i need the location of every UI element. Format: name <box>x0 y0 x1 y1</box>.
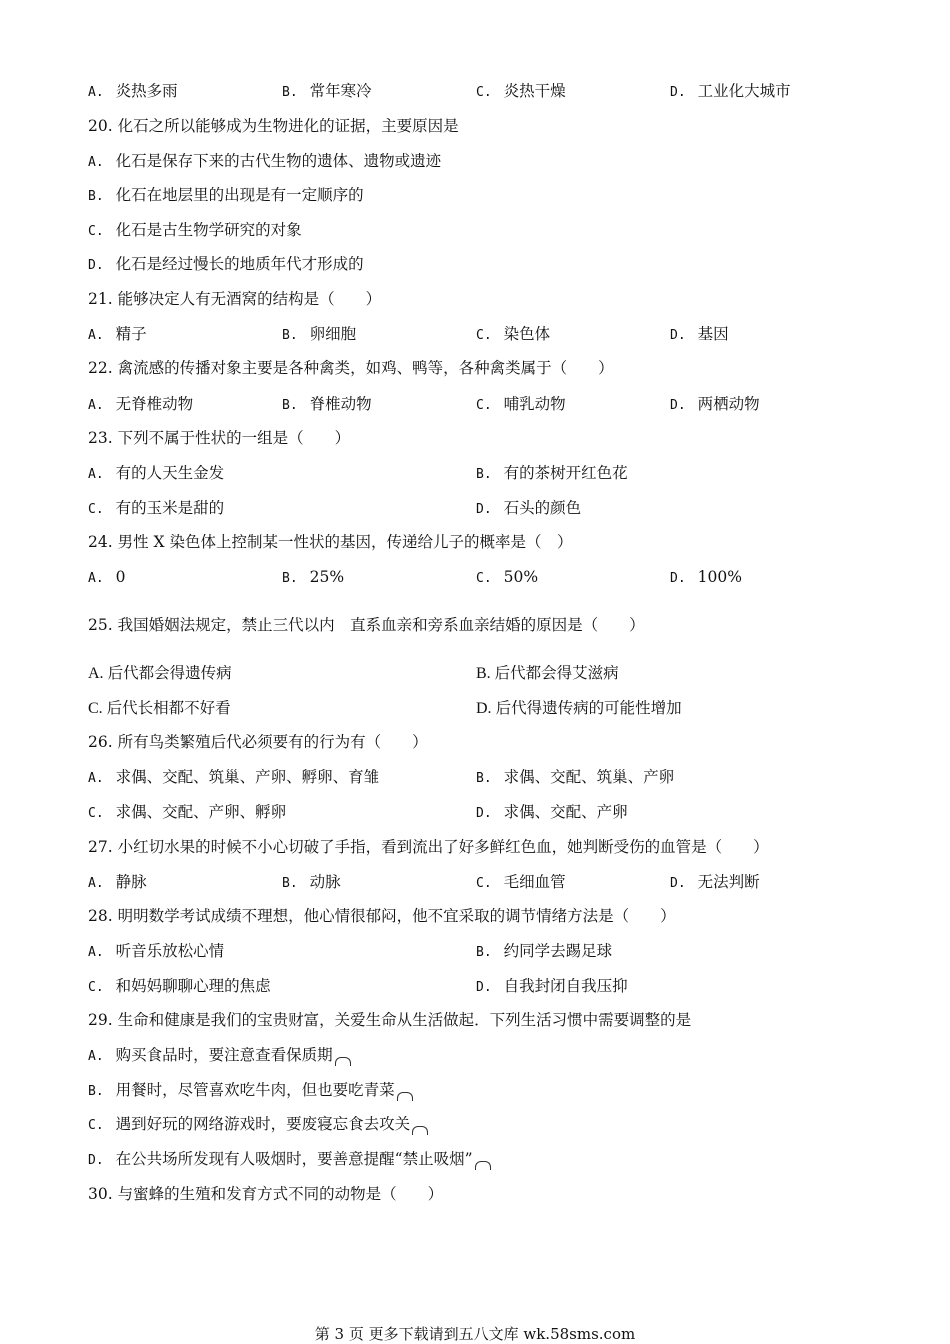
q24-stem: 24. 男性 X 染色体上控制某一性状的基因，传递给儿子的概率是（ ） <box>88 533 573 551</box>
q19-option-c[interactable]: C. 炎热干燥 <box>476 82 566 100</box>
q25-option-d[interactable]: D. 后代得遗传病的可能性增加 <box>476 699 682 717</box>
placeholder-mark-icon <box>412 1126 428 1135</box>
q19-option-d[interactable]: D. 工业化大城市 <box>670 82 791 100</box>
q25-stem: 25. 我国婚姻法规定，禁止三代以内 直系血亲和旁系血亲结婚的原因是（ ） <box>88 616 645 634</box>
q26-option-b[interactable]: B. 求偶、交配、筑巢、产卵 <box>476 768 675 786</box>
q22-option-a[interactable]: A. 无脊椎动物 <box>88 395 194 413</box>
q21-option-c[interactable]: C. 染色体 <box>476 325 551 343</box>
q27-option-d[interactable]: D. 无法判断 <box>670 873 760 891</box>
q26-option-d[interactable]: D. 求偶、交配、产卵 <box>476 803 628 821</box>
q24-option-a[interactable]: A. 0 <box>88 568 126 586</box>
q22-option-c[interactable]: C. 哺乳动物 <box>476 395 566 413</box>
q22-option-d[interactable]: D. 两栖动物 <box>670 395 760 413</box>
q29-option-a[interactable]: A. 购买食品时，要注意查看保质期 <box>88 1045 351 1067</box>
q27-option-a[interactable]: A. 静脉 <box>88 873 147 891</box>
q29-option-b[interactable]: B. 用餐时，尽管喜欢吃牛肉，但也要吃青菜 <box>88 1080 413 1102</box>
q20-option-b[interactable]: B. 化石在地层里的出现是有一定顺序的 <box>88 186 364 204</box>
q22-stem: 22. 禽流感的传播对象主要是各种禽类，如鸡、鸭等，各种禽类属于（ ） <box>88 359 614 377</box>
q23-option-b[interactable]: B. 有的茶树开红色花 <box>476 464 628 482</box>
q23-option-d[interactable]: D. 石头的颜色 <box>476 499 582 517</box>
q28-option-a[interactable]: A. 听音乐放松心情 <box>88 942 225 960</box>
q28-option-c[interactable]: C. 和妈妈聊聊心理的焦虑 <box>88 977 271 995</box>
q23-option-c[interactable]: C. 有的玉米是甜的 <box>88 499 225 517</box>
q28-option-b[interactable]: B. 约同学去踢足球 <box>476 942 613 960</box>
q27-option-c[interactable]: C. 毛细血管 <box>476 873 566 891</box>
q21-option-a[interactable]: A. 精子 <box>88 325 147 343</box>
q19-option-a[interactable]: A. 炎热多雨 <box>88 82 178 100</box>
q21-stem: 21. 能够决定人有无酒窝的结构是（ ） <box>88 290 382 308</box>
placeholder-mark-icon <box>397 1092 413 1101</box>
q25-option-b[interactable]: B. 后代都会得艾滋病 <box>476 664 619 682</box>
q30-stem: 30. 与蜜蜂的生殖和发育方式不同的动物是（ ） <box>88 1185 444 1203</box>
q20-stem: 20. 化石之所以能够成为生物进化的证据，主要原因是 <box>88 117 459 135</box>
q20-option-a[interactable]: A. 化石是保存下来的古代生物的遗体、遗物或遗迹 <box>88 152 442 170</box>
q24-option-b[interactable]: B. 25% <box>282 568 345 586</box>
q24-option-c[interactable]: C. 50% <box>476 568 539 586</box>
placeholder-mark-icon <box>335 1057 351 1066</box>
q24-option-d[interactable]: D. 100% <box>670 568 742 586</box>
q23-stem: 23. 下列不属于性状的一组是（ ） <box>88 429 351 447</box>
q20-option-d[interactable]: D. 化石是经过慢长的地质年代才形成的 <box>88 255 364 273</box>
q29-option-c[interactable]: C. 遇到好玩的网络游戏时，要废寝忘食去攻关 <box>88 1114 428 1136</box>
q28-option-d[interactable]: D. 自我封闭自我压抑 <box>476 977 628 995</box>
q19-option-b[interactable]: B. 常年寒冷 <box>282 82 372 100</box>
q29-stem: 29. 生命和健康是我们的宝贵财富，关爱生命从生活做起．下列生活习惯中需要调整的是 <box>88 1011 692 1029</box>
q25-option-a[interactable]: A. 后代都会得遗传病 <box>88 664 232 682</box>
q29-option-d[interactable]: D. 在公共场所发现有人吸烟时，要善意提醒“禁止吸烟” <box>88 1149 491 1171</box>
q21-option-b[interactable]: B. 卵细胞 <box>282 325 357 343</box>
page-footer: 第 3 页 更多下载请到五八文库 wk.58sms.com <box>314 1325 636 1343</box>
q26-option-a[interactable]: A. 求偶、交配、筑巢、产卵、孵卵、育雏 <box>88 768 380 786</box>
q23-option-a[interactable]: A. 有的人天生金发 <box>88 464 225 482</box>
q22-option-b[interactable]: B. 脊椎动物 <box>282 395 372 413</box>
q28-stem: 28. 明明数学考试成绩不理想，他心情很郁闷，他不宜采取的调节情绪方法是（ ） <box>88 907 676 925</box>
q20-option-c[interactable]: C. 化石是古生物学研究的对象 <box>88 221 302 239</box>
placeholder-mark-icon <box>475 1161 491 1170</box>
q26-stem: 26. 所有鸟类繁殖后代必须要有的行为有（ ） <box>88 733 428 751</box>
q25-option-c[interactable]: C. 后代长相都不好看 <box>88 699 231 717</box>
q21-option-d[interactable]: D. 基因 <box>670 325 729 343</box>
q26-option-c[interactable]: C. 求偶、交配、产卵、孵卵 <box>88 803 287 821</box>
q27-stem: 27. 小红切水果的时候不小心切破了手指，看到流出了好多鲜红色血，她判断受伤的血管是（ ） <box>88 838 769 856</box>
q27-option-b[interactable]: B. 动脉 <box>282 873 341 891</box>
